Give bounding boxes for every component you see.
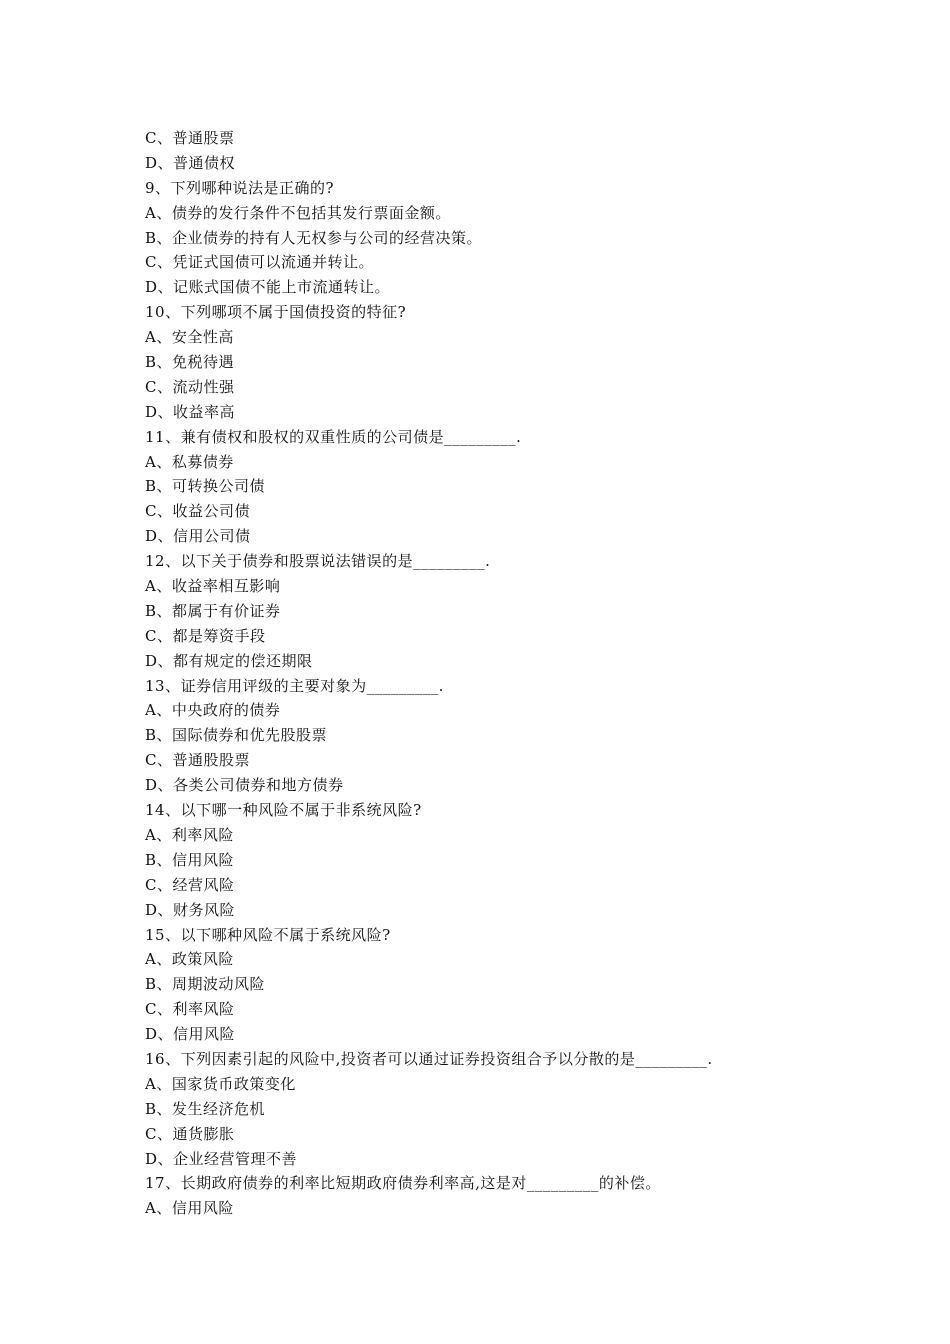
option-line: A、利率风险 <box>145 825 234 844</box>
question-line: 12、以下关于债券和股票说法错误的是_________. <box>145 552 491 571</box>
option-line: D、财务风险 <box>145 900 236 919</box>
question-line: 17、长期政府债券的利率比短期政府债券利率高,这是对_________的补偿。 <box>145 1174 661 1193</box>
option-line: B、发生经济危机 <box>145 1099 266 1118</box>
option-line: A、国家货币政策变化 <box>145 1074 296 1093</box>
option-line: A、安全性高 <box>145 328 234 347</box>
option-line: A、私募债券 <box>145 452 234 471</box>
question-line: 13、证券信用评级的主要对象为_________. <box>145 676 444 695</box>
option-line: D、企业经营管理不善 <box>145 1149 298 1168</box>
option-line: D、信用风险 <box>145 1025 236 1044</box>
option-line: A、政策风险 <box>145 950 234 969</box>
question-line: 16、下列因素引起的风险中,投资者可以通过证券投资组合予以分散的是_________. <box>145 1049 713 1068</box>
option-line: D、记账式国债不能上市流通转让。 <box>145 278 391 297</box>
option-line: C、都是筹资手段 <box>145 626 266 645</box>
option-line: A、债券的发行条件不包括其发行票面金额。 <box>145 203 451 222</box>
option-line: B、都属于有价证券 <box>145 601 281 620</box>
option-line: A、收益率相互影响 <box>145 577 281 596</box>
option-line: B、信用风险 <box>145 850 235 869</box>
option-line: C、利率风险 <box>145 1000 235 1019</box>
question-line: 10、下列哪项不属于国债投资的特征? <box>145 303 407 322</box>
question-list <box>145 126 845 1221</box>
option-line: D、信用公司债 <box>145 527 251 546</box>
option-line: A、信用风险 <box>145 1199 234 1218</box>
option-line: D、收益率高 <box>145 402 236 421</box>
option-line: C、普通股股票 <box>145 751 250 770</box>
option-line: C、普通股票 <box>145 129 235 147</box>
option-line: C、凭证式国债可以流通并转让。 <box>145 253 374 272</box>
question-line: 15、以下哪种风险不属于系统风险? <box>145 925 391 944</box>
question-line: 11、兼有债权和股权的双重性质的公司债是_________. <box>145 427 522 446</box>
option-line: D、各类公司债券和地方债券 <box>145 776 344 795</box>
option-line: B、周期波动风险 <box>145 975 266 994</box>
option-line: B、免税待遇 <box>145 353 235 372</box>
option-line: B、可转换公司债 <box>145 477 266 496</box>
option-line: D、普通债权 <box>145 153 236 172</box>
option-line: A、中央政府的债券 <box>145 701 281 720</box>
option-line: B、国际债券和优先股股票 <box>145 726 328 745</box>
option-line: B、企业债券的持有人无权参与公司的经营决策。 <box>145 228 483 247</box>
question-line: 14、以下哪一种风险不属于非系统风险? <box>145 801 422 820</box>
option-line: C、经营风险 <box>145 875 235 894</box>
option-line: C、收益公司债 <box>145 502 250 521</box>
option-line: C、通货膨胀 <box>145 1124 235 1143</box>
option-line: C、流动性强 <box>145 377 235 396</box>
question-line: 9、下列哪种说法是正确的? <box>145 178 335 197</box>
option-line: D、都有规定的偿还期限 <box>145 651 313 670</box>
